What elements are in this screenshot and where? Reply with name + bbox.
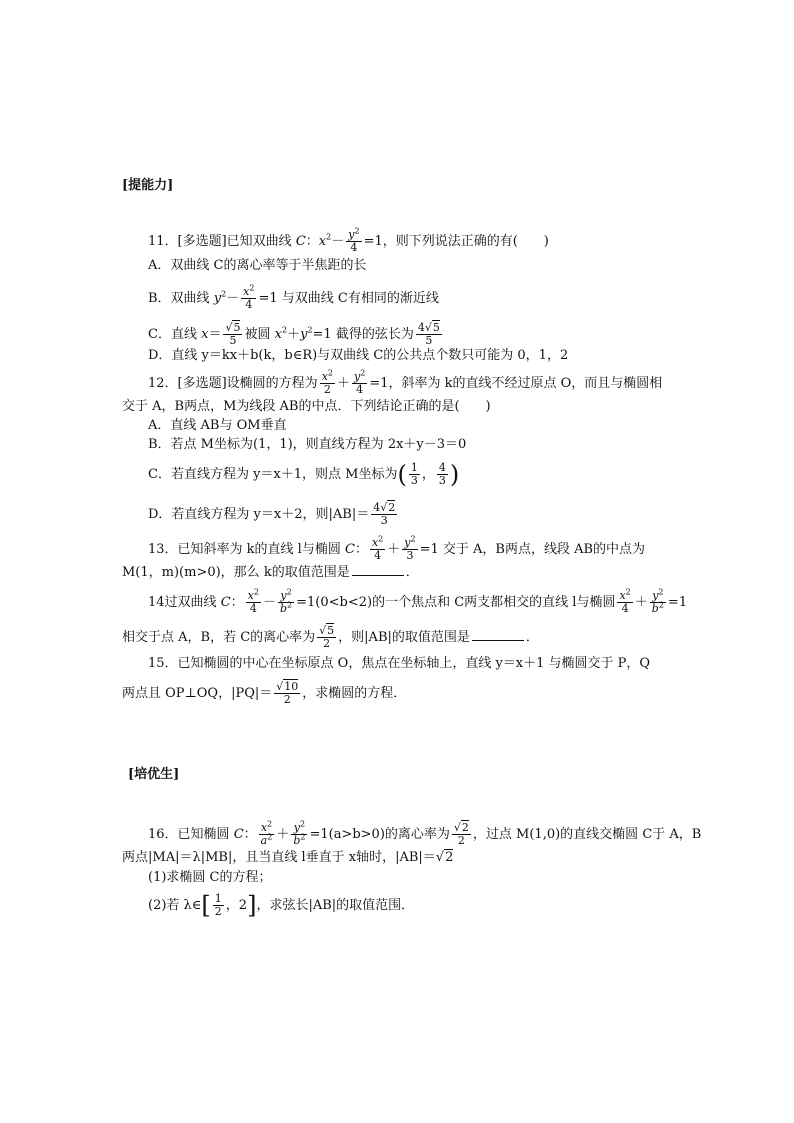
q16-line2: 两点|MA|＝λ|MB|，且当直线 l垂直于 x轴时，|AB|＝ <box>122 850 436 865</box>
section-heading-peiyou: [培优生] <box>128 767 180 782</box>
q16-part-2-pre: (2)若 λ∈ <box>148 898 202 913</box>
answer-blank <box>352 574 404 576</box>
q11-option-a: A．双曲线 C的离心率等于半焦距的长 <box>148 258 367 273</box>
q11-option-d: D．直线 y＝kx＋b(k，b∈R)与双曲线 C的公共点个数只可能为 0，1，2 <box>148 348 569 363</box>
q16-line1-mid: =1(a>b>0)的离心率为 <box>309 827 450 842</box>
q14-line2-end: ． <box>525 630 539 645</box>
q14-line1-mid: =1(0<b<2)的一个焦点和 C两支都相交的直线 l与椭圆 <box>296 595 616 610</box>
q14-line1-pre: 14过双曲线 <box>148 595 217 610</box>
question-15-line2: 两点且 OP⊥OQ，|PQ|＝ $\frac{√10}{2}$ ，求椭圆的方程． <box>122 680 407 706</box>
q11-option-b-pre: B．双曲线 <box>148 291 210 306</box>
q16-part-1: (1)求椭圆 C的方程； <box>148 870 272 885</box>
q13-line2-end: ． <box>405 565 419 580</box>
q13-line1-pre: 13．已知斜率为 k的直线 l与椭圆 <box>148 542 341 557</box>
q13-line1-suf: =1 交于 A，B两点，线段 AB的中点为 <box>419 542 646 557</box>
q11-option-c: C．直线 x＝ $\frac{√5}{5}$ 被圆 $x^2+y^2=1$ 截得的弦长为 $\frac{4√5}{5}$ <box>148 321 440 347</box>
q12-line1-suf: =1，斜率为 k的直线不经过原点 O，而且与椭圆相 <box>369 376 663 391</box>
q11-option-c-pre: C．直线 <box>148 327 197 342</box>
q15-line2-pre: 两点且 OP⊥OQ，|PQ|＝ <box>122 686 273 701</box>
question-14-line2: 相交于点 A，B，若 C的离心率为 $\frac{√5}{2}$ ，则|AB|的取值范围是 ． <box>122 624 539 650</box>
question-11-stem: 11．[多选题]已知双曲线 C：$x^2-$ $\frac{y^2}{4}$ =1，则下列说法正确的有( ) <box>148 226 549 254</box>
q13-line2: M(1，m)(m>0)，那么 k的取值范围是 <box>122 565 350 580</box>
q12-option-d-pre: D．若直线方程为 y＝x＋2，则|AB|＝ <box>148 507 370 522</box>
section-heading-tineng: [提能力] <box>122 178 174 193</box>
q11-option-b-suf: =1 与双曲线 C有相同的渐近线 <box>258 291 439 306</box>
q12-option-a: A．直线 AB与 OM垂直 <box>148 418 287 433</box>
q14-line2-mid: ，则|AB|的取值范围是 <box>338 630 470 645</box>
q11-option-c-mid: 被圆 <box>244 327 271 342</box>
q14-line2-pre: 相交于点 A，B，若 C的离心率为 <box>122 630 316 645</box>
question-16-line1: 16．已知椭圆 C： $\frac{x^2}{a^2}$ ＋ $\frac{y^2}{b^2}$ =1(a>b>0)的离心率为 $\frac{√2}{2}$ ，过点 M(1,0)的直线交椭圆 C于 A，B <box>148 819 702 847</box>
q16-line1-suf: ，过点 M(1,0)的直线交椭圆 C于 A，B <box>472 827 702 842</box>
q16-part-2: (2)若 λ∈[ $\frac{1}{2}$ ，2]，求弦长|AB|的取值范围． <box>148 891 415 920</box>
q11-option-c-suf: =1 截得的弦长为 <box>312 327 414 342</box>
q15-line2-suf: ，求椭圆的方程． <box>302 686 407 701</box>
question-16-line2: 两点|MA|＝λ|MB|，且当直线 l垂直于 x轴时，|AB|＝√2 <box>122 850 454 865</box>
answer-blank <box>472 639 524 641</box>
q12-option-d: D．若直线方程为 y＝x＋2，则|AB|＝ $\frac{4√2}{3}$ <box>148 501 396 527</box>
question-13-line2 <box>122 565 419 581</box>
q12-line1-pre: 12．[多选题]设椭圆的方程为 <box>148 376 318 391</box>
q12-option-c-pre: C．若直线方程为 y＝x＋1，则点 M坐标为 <box>148 467 398 482</box>
q16-part-2-suf: ，求弦长|AB|的取值范围． <box>256 898 415 913</box>
q11-option-b: B．双曲线 $y^2-$ $\frac{x^2}{4}$ =1 与双曲线 C有相同的渐近线 <box>148 283 439 311</box>
question-15-line1: 15．已知椭圆的中心在坐标原点 O，焦点在坐标轴上，直线 y＝x＋1 与椭圆交于 P，Q <box>148 656 651 671</box>
q12-option-c: C．若直线方程为 y＝x＋1，则点 M坐标为( $\frac{1}{3}$ ， $\frac{4}{3}$ ) <box>148 460 460 489</box>
question-13-line1: 13．已知斜率为 k的直线 l与椭圆 C： $\frac{x^2}{4}$ ＋ $\frac{y^2}{3}$ =1 交于 A，B两点，线段 AB的中点为 <box>148 534 646 562</box>
q14-line1-suf: =1 <box>667 595 688 610</box>
question-12-stem-line2: 交于 A，B两点，M为线段 AB的中点．下列结论正确的是( ) <box>122 399 491 414</box>
q16-line1-pre: 16．已知椭圆 <box>148 827 230 842</box>
q11-suffix: =1，则下列说法正确的有( ) <box>363 234 549 249</box>
q12-option-b: B．若点 M坐标为(1，1)，则直线方程为 2x＋y－3＝0 <box>148 437 467 452</box>
q11-prefix: 11．[多选题]已知双曲线 <box>148 234 292 249</box>
question-12-stem-line1: 12．[多选题]设椭圆的方程为 $\frac{x^2}{2}$ ＋ $\frac{y^2}{4}$ =1，斜率为 k的直线不经过原点 O，而且与椭圆相 <box>148 368 663 396</box>
question-14-line1: 14过双曲线 C： $\frac{x^2}{4}$ － $\frac{y^2}{b^2}$ =1(0<b<2)的一个焦点和 C两支都相交的直线 l与椭圆 $\frac{x^2}{4}$ ＋ $\frac{y^2}{b^2}$ =1 <box>148 587 688 615</box>
